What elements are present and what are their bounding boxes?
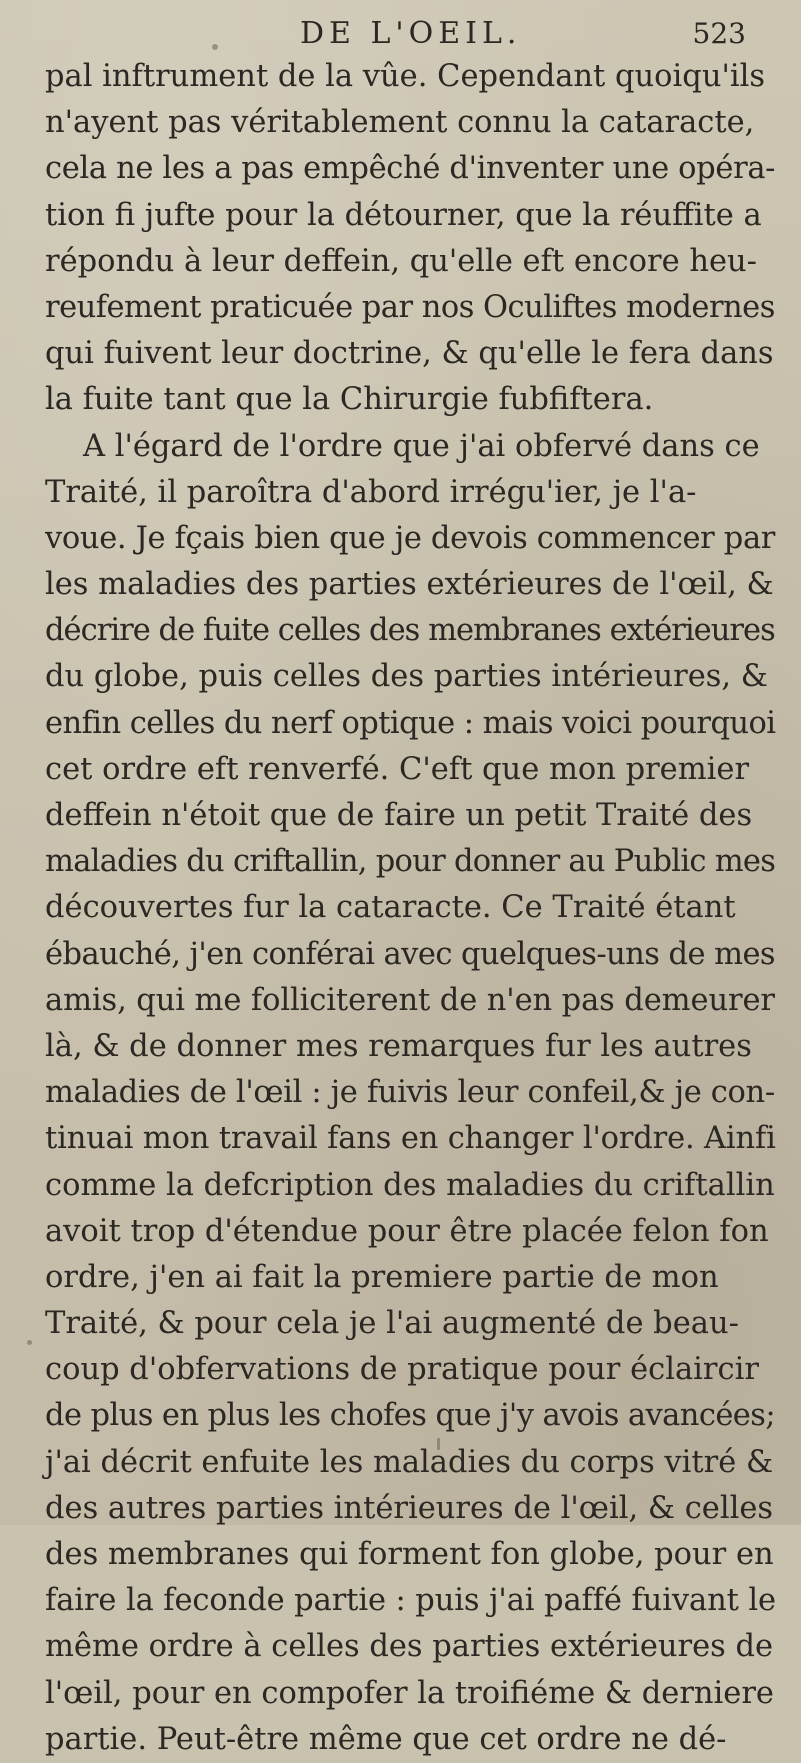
text-line: répondu à leur deffein, qu'elle eft encore heu-: [45, 243, 757, 279]
text-line: ébauché, j'en conférai avec quelques-uns de mes: [45, 936, 776, 972]
text-line: amis, qui me folliciterent de n'en pas demeurer: [45, 982, 775, 1018]
text-line: tion fi jufte pour la détourner, que la réuffite a: [45, 197, 762, 233]
paragraph-start-line: A l'égard de l'ordre que j'ai obfervé dans ce: [83, 428, 760, 464]
text-line: du globe, puis celles des parties intérieures, &: [45, 659, 768, 695]
text-line: même ordre à celles des parties extérieures de: [45, 1629, 774, 1665]
page-number: 523: [692, 17, 746, 50]
text-line: coup d'obfervations de pratique pour éclaircir: [45, 1352, 759, 1388]
text-line: là, & de donner mes remarques fur les autres: [45, 1028, 752, 1064]
text-line: cet ordre eft renverfé. C'eft que mon premier: [45, 751, 750, 787]
text-line: partie. Peut-être même que cet ordre ne dé-: [45, 1721, 727, 1757]
page-header: [0, 14, 801, 54]
text-line: enfin celles du nerf optique : mais voici pourquoi: [45, 705, 776, 741]
text-line: découvertes fur la cataracte. Ce Traité étant: [45, 890, 736, 926]
text-line: maladies de l'œil : je fuivis leur confeil,& je con-: [45, 1075, 775, 1111]
text-line: maladies du criftallin, pour donner au Public mes: [45, 844, 776, 880]
text-line: de plus en plus les chofes que j'y avois avancées;: [45, 1398, 776, 1434]
text-line: les maladies des parties extérieures de l'œil, &: [45, 567, 774, 603]
text-line: comme la defcription des maladies du criftallin: [45, 1167, 775, 1203]
text-line: tinuai mon travail fans en changer l'ordre. Ainfi: [45, 1121, 776, 1157]
text-line: cela ne les a pas empêché d'inventer une opéra-: [45, 151, 776, 187]
text-line: des autres parties intérieures de l'œil, & celles: [45, 1490, 774, 1526]
text-line: décrire de fuite celles des membranes extérieures: [45, 613, 775, 649]
text-line: Traité, il paroîtra d'abord irrégu'ier, je l'a-: [45, 474, 697, 510]
text-line: l'œil, pour en compofer la troifiéme & derniere: [45, 1675, 774, 1711]
text-line: reufement praticuée par nos Oculiftes modernes: [45, 289, 775, 325]
text-line: avoit trop d'étendue pour être placée felon fon: [45, 1213, 769, 1249]
body-text: [45, 54, 775, 1763]
text-line: qui fuivent leur doctrine, & qu'elle le fera dans: [45, 336, 774, 372]
text-line: j'ai décrit enfuite les maladies du corps vitré &: [45, 1444, 774, 1480]
text-line: des membranes qui forment fon globe, pour en: [45, 1537, 774, 1572]
ink-speck: [27, 1340, 32, 1345]
text-line: deffein n'étoit que de faire un petit Traité des: [45, 798, 753, 833]
text-line: voue. Je fçais bien que je devois commencer par: [45, 520, 776, 556]
text-line: ordre, j'en ai fait la premiere partie de mon: [45, 1259, 719, 1295]
running-title: DE L'OEIL.: [300, 16, 522, 51]
text-line: faire la feconde partie : puis j'ai paffé fuivant le: [45, 1583, 776, 1619]
text-line: n'ayent pas véritablement connu la cataracte,: [45, 105, 755, 141]
text-line: la fuite tant que la Chirurgie fubfiftera.: [45, 382, 654, 418]
text-line: pal inftrument de la vûe. Cependant quoiqu'ils: [45, 59, 766, 94]
text-line: Traité, & pour cela je l'ai augmenté de beau-: [45, 1306, 739, 1342]
